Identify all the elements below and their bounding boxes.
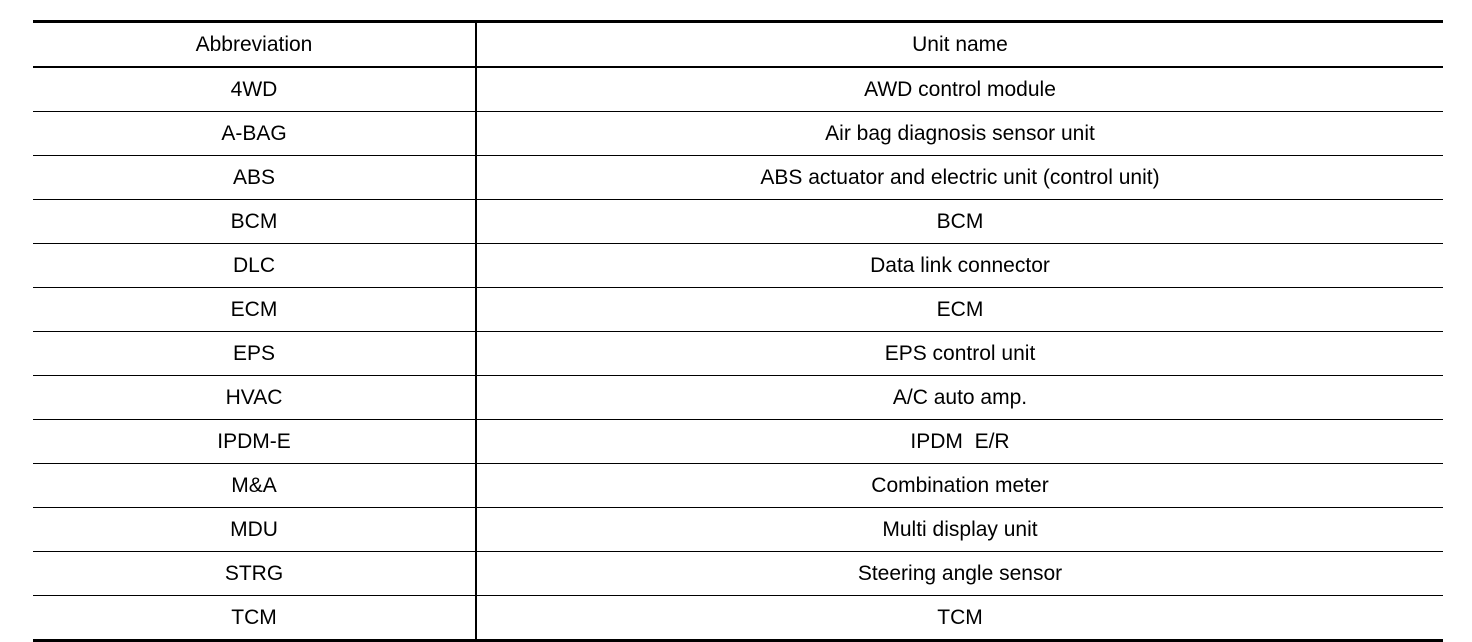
table-row bbox=[33, 67, 1443, 112]
abbreviation-cell: STRG bbox=[33, 552, 476, 596]
table-row bbox=[33, 596, 1443, 641]
header-abbreviation: Abbreviation bbox=[33, 22, 476, 68]
unit-name-cell: TCM bbox=[476, 596, 1443, 641]
unit-name-cell: Data link connector bbox=[476, 244, 1443, 288]
abbreviation-cell: EPS bbox=[33, 332, 476, 376]
table-row bbox=[33, 332, 1443, 376]
unit-name-cell: Steering angle sensor bbox=[476, 552, 1443, 596]
abbreviation-cell: BCM bbox=[33, 200, 476, 244]
table-row bbox=[33, 464, 1443, 508]
abbreviation-cell: DLC bbox=[33, 244, 476, 288]
abbreviation-cell: M&A bbox=[33, 464, 476, 508]
table-row bbox=[33, 156, 1443, 200]
unit-name-cell: Air bag diagnosis sensor unit bbox=[476, 112, 1443, 156]
table-row bbox=[33, 200, 1443, 244]
unit-name-cell: IPDM E/R bbox=[476, 420, 1443, 464]
unit-name-cell: Combination meter bbox=[476, 464, 1443, 508]
unit-name-cell: ECM bbox=[476, 288, 1443, 332]
abbreviation-cell: A-BAG bbox=[33, 112, 476, 156]
unit-name-cell: EPS control unit bbox=[476, 332, 1443, 376]
unit-name-cell: Multi display unit bbox=[476, 508, 1443, 552]
table-row bbox=[33, 420, 1443, 464]
table-row bbox=[33, 376, 1443, 420]
abbreviation-table bbox=[33, 20, 1443, 642]
table-row bbox=[33, 288, 1443, 332]
abbreviation-cell: IPDM-E bbox=[33, 420, 476, 464]
table-row bbox=[33, 552, 1443, 596]
header-unit-name: Unit name bbox=[476, 22, 1443, 68]
table-row bbox=[33, 112, 1443, 156]
abbreviation-cell: HVAC bbox=[33, 376, 476, 420]
abbreviation-cell: ECM bbox=[33, 288, 476, 332]
abbreviation-table-container bbox=[33, 20, 1443, 642]
table-row bbox=[33, 508, 1443, 552]
abbreviation-cell: ABS bbox=[33, 156, 476, 200]
unit-name-cell: A/C auto amp. bbox=[476, 376, 1443, 420]
unit-name-cell: BCM bbox=[476, 200, 1443, 244]
unit-name-cell: AWD control module bbox=[476, 67, 1443, 112]
table-row bbox=[33, 244, 1443, 288]
abbreviation-cell: TCM bbox=[33, 596, 476, 641]
unit-name-cell: ABS actuator and electric unit (control unit) bbox=[476, 156, 1443, 200]
abbreviation-cell: 4WD bbox=[33, 67, 476, 112]
table-header-row bbox=[33, 22, 1443, 68]
abbreviation-cell: MDU bbox=[33, 508, 476, 552]
